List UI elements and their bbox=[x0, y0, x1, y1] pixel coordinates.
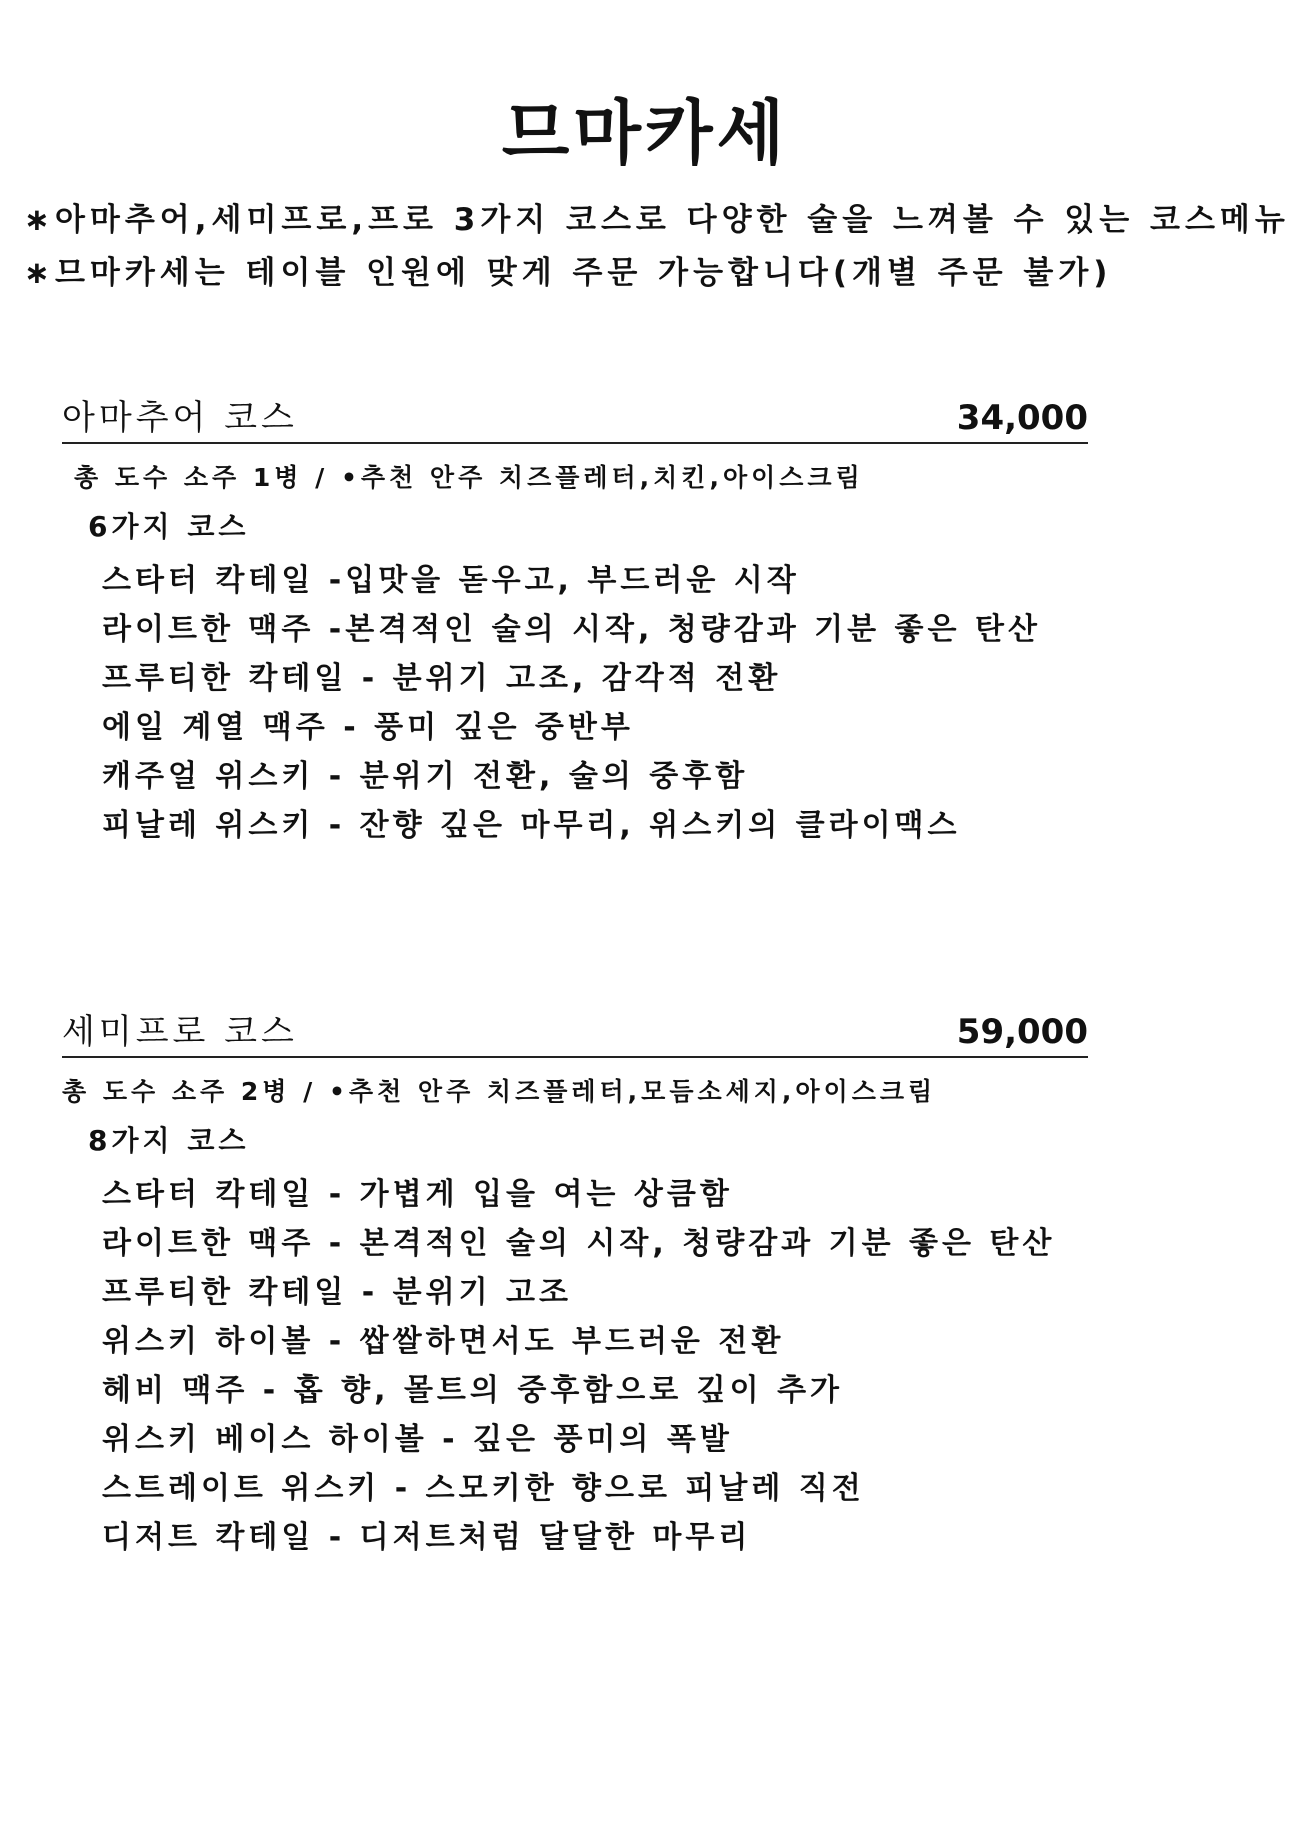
course-item: 프루티한 칵테일 - 분위기 고조 bbox=[102, 1275, 572, 1310]
course-item-list bbox=[102, 556, 1041, 850]
ordering-rule-note: ∗므마카세는 테이블 인원에 맞게 주문 가능합니다(개별 주문 불가) bbox=[24, 255, 1113, 291]
course-item: 캐주얼 위스키 - 분위기 전환, 술의 중후함 bbox=[102, 759, 749, 794]
course-item: 피날레 위스키 - 잔향 깊은 마무리, 위스키의 클라이맥스 bbox=[102, 808, 961, 843]
course-item: 스타터 칵테일 - 가볍게 입을 여는 상큼함 bbox=[102, 1177, 733, 1212]
course-header bbox=[62, 396, 1088, 444]
course-item: 라이트한 맥주 - 본격적인 술의 시작, 청량감과 기분 좋은 탄산 bbox=[102, 1226, 1056, 1261]
course-item: 스트레이트 위스키 - 스모키한 향으로 피날레 직전 bbox=[102, 1471, 865, 1506]
course-header bbox=[62, 1010, 1088, 1058]
course-item: 디저트 칵테일 - 디저트처럼 달달한 마무리 bbox=[102, 1520, 752, 1555]
course-item: 헤비 맥주 - 홉 향, 몰트의 중후함으로 깊이 추가 bbox=[102, 1373, 844, 1408]
menu-title: 므마카세 bbox=[501, 92, 789, 174]
course-item: 위스키 하이볼 - 쌉쌀하면서도 부드러운 전환 bbox=[102, 1324, 785, 1359]
course-info: 총 도수 소주 2병 / •추천 안주 치즈플레터,모듬소세지,아이스크림 bbox=[62, 1077, 937, 1106]
course-item: 위스키 베이스 하이볼 - 깊은 풍미의 폭발 bbox=[102, 1422, 733, 1457]
course-description-note: ∗아마추어,세미프로,프로 3가지 코스로 다양한 술을 느껴볼 수 있는 코스메뉴 bbox=[24, 202, 1290, 238]
course-info: 총 도수 소주 1병 / •추천 안주 치즈플레터,치킨,아이스크림 bbox=[74, 463, 864, 492]
course-item: 에일 계열 맥주 - 풍미 깊은 중반부 bbox=[102, 710, 634, 745]
course-item: 라이트한 맥주 -본격적인 술의 시작, 청량감과 기분 좋은 탄산 bbox=[102, 612, 1041, 647]
course-name: 아마추어 코스 bbox=[62, 398, 298, 438]
course-name: 세미프로 코스 bbox=[62, 1012, 298, 1052]
course-price: 59,000 bbox=[956, 1012, 1088, 1052]
course-item: 프루티한 칵테일 - 분위기 고조, 감각적 전환 bbox=[102, 661, 782, 696]
course-item: 스타터 칵테일 -입맛을 돋우고, 부드러운 시작 bbox=[102, 563, 800, 598]
course-item-list bbox=[102, 1170, 1055, 1562]
course-count: 6가지 코스 bbox=[88, 510, 250, 543]
course-price: 34,000 bbox=[956, 398, 1088, 438]
course-count: 8가지 코스 bbox=[88, 1124, 250, 1157]
